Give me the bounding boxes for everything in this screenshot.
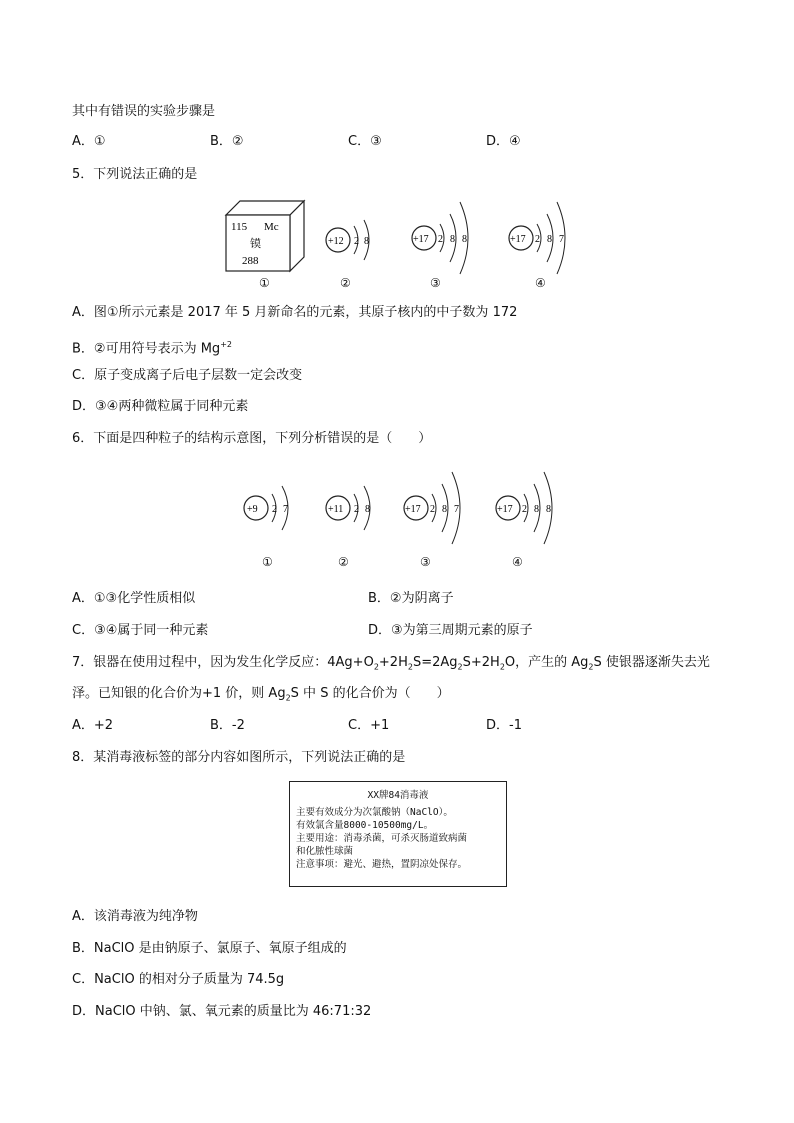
q6-atom-diagram-4	[492, 466, 572, 548]
q7-text-g: 泽。已知银的化合价为+1 价，则 Ag	[72, 686, 286, 701]
shell-2: 7	[283, 504, 288, 515]
shell-2: 8	[365, 504, 370, 515]
shell-1: 2	[354, 504, 359, 515]
q7-option-c: C．+1	[348, 718, 390, 733]
q7-text-c: S=2Ag	[412, 655, 458, 670]
q7-text-b: +2H	[378, 655, 408, 670]
q4-option-d: D．④	[486, 134, 521, 149]
q6-option-b: B．②为阴离子	[368, 591, 454, 606]
q5-option-d: D．③④两种微粒属于同种元素	[72, 399, 249, 414]
shell-2: 8	[364, 236, 369, 247]
shell-1: 2	[438, 234, 443, 245]
q5-caption-4: ④	[535, 276, 546, 290]
disinfectant-label	[289, 781, 507, 887]
q5-caption-2: ②	[340, 276, 351, 290]
shell-1: 2	[522, 504, 527, 515]
q6-caption-3: ③	[420, 555, 431, 569]
element-mass: 288	[242, 255, 259, 267]
label-line-4: 和化脓性球菌	[296, 846, 354, 857]
shell-1: 2	[535, 234, 540, 245]
q4-option-c: C．③	[348, 134, 382, 149]
shell-3: 8	[546, 504, 551, 515]
q7-text-f: S 使银器逐渐失去光	[593, 655, 710, 670]
q7-sub: 2	[457, 662, 463, 672]
element-name: 镆	[250, 237, 261, 250]
q6-atom-diagram-2	[322, 480, 392, 536]
q5-caption-3: ③	[430, 276, 441, 290]
shell-2: 8	[534, 504, 539, 515]
q6-caption-4: ④	[512, 555, 523, 569]
nucleus-charge: +11	[328, 504, 344, 515]
nucleus-charge: +17	[413, 234, 429, 245]
nucleus-charge: +9	[247, 504, 258, 515]
label-line-3: 主要用途：消毒杀菌，可杀灭肠道致病菌	[296, 833, 468, 844]
q5-option-b-text: B．②可用符号表示为 Mg	[72, 341, 221, 357]
shell-2: 8	[450, 234, 455, 245]
intro-line: 其中有错误的实验步骤是	[72, 104, 216, 119]
q7-option-d: D．-1	[486, 718, 522, 733]
q5-caption-1: ①	[259, 276, 270, 290]
q6-atom-diagram-1	[240, 480, 310, 536]
q7-sub: 2	[373, 662, 379, 672]
q7-text-e: O，产生的 Ag	[504, 655, 589, 670]
q7-text-a: 7．银器在使用过程中，因为发生化学反应：4Ag+O	[72, 655, 374, 670]
nucleus-charge: +12	[328, 236, 344, 247]
element-number: 115	[231, 221, 248, 233]
q7-sub: 2	[499, 662, 505, 672]
q7-option-b: B．-2	[210, 718, 245, 733]
q5-atom-diagram-2	[322, 212, 392, 268]
q5-option-b-sup: +2	[220, 340, 232, 349]
q5-option-a: A．图①所示元素是 2017 年 5 月新命名的元素，其原子核内的中子数为 172	[72, 305, 518, 320]
q7-line-2	[72, 686, 450, 707]
shell-3: 8	[462, 234, 467, 245]
label-title: XX牌84消毒液	[367, 790, 429, 801]
shell-3: 7	[454, 504, 459, 515]
nucleus-charge: +17	[405, 504, 421, 515]
q7-text-h: S 中 S 的化合价为（ ）	[290, 686, 450, 701]
label-line-5: 注意事项：避光、避热，置阴凉处保存。	[296, 859, 468, 870]
shell-1: 2	[430, 504, 435, 515]
q7-line-1	[72, 655, 710, 676]
shell-2: 8	[442, 504, 447, 515]
q8-option-b: B．NaClO 是由钠原子、氯原子、氧原子组成的	[72, 941, 347, 956]
q4-option-b: B．②	[210, 134, 244, 149]
q8-option-c: C．NaClO 的相对分子质量为 74.5g	[72, 972, 285, 987]
q7-sub: 2	[285, 693, 291, 703]
shell-3: 7	[559, 234, 564, 245]
q5-option-b	[72, 337, 232, 357]
q7-text-d: S+2H	[462, 655, 500, 670]
q8-option-d: D．NaClO 中钠、氯、氧元素的质量比为 46:71:32	[72, 1004, 372, 1019]
shell-1: 2	[354, 236, 359, 247]
shell-2: 8	[547, 234, 552, 245]
q6-atom-diagram-3	[400, 466, 480, 548]
q6-option-a: A．①③化学性质相似	[72, 591, 196, 606]
q5-stem: 5．下列说法正确的是	[72, 167, 198, 182]
q6-caption-1: ①	[262, 555, 273, 569]
q8-stem: 8．某消毒液标签的部分内容如图所示，下列说法正确的是	[72, 750, 406, 765]
element-symbol: Mc	[264, 221, 279, 233]
q5-atom-diagram-4	[505, 196, 585, 278]
q7-option-a: A．+2	[72, 718, 114, 733]
q4-option-a: A．①	[72, 134, 106, 149]
element-cube-figure	[222, 197, 312, 273]
q7-sub: 2	[407, 662, 413, 672]
q5-atom-diagram-3	[408, 196, 488, 278]
q8-option-a: A．该消毒液为纯净物	[72, 909, 198, 924]
q5-option-c: C．原子变成离子后电子层数一定会改变	[72, 368, 303, 383]
q6-option-d: D．③为第三周期元素的原子	[368, 623, 533, 638]
q6-option-c: C．③④属于同一种元素	[72, 623, 209, 638]
shell-1: 2	[272, 504, 277, 515]
q6-stem: 6．下面是四种粒子的结构示意图，下列分析错误的是（ ）	[72, 431, 432, 446]
label-line-1: 主要有效成分为次氯酸钠（NaClO）。	[296, 807, 453, 818]
nucleus-charge: +17	[497, 504, 513, 515]
nucleus-charge: +17	[510, 234, 526, 245]
q6-caption-2: ②	[338, 555, 349, 569]
q7-sub: 2	[588, 662, 594, 672]
label-line-2: 有效氯含量8000-10500mg/L。	[296, 820, 434, 831]
